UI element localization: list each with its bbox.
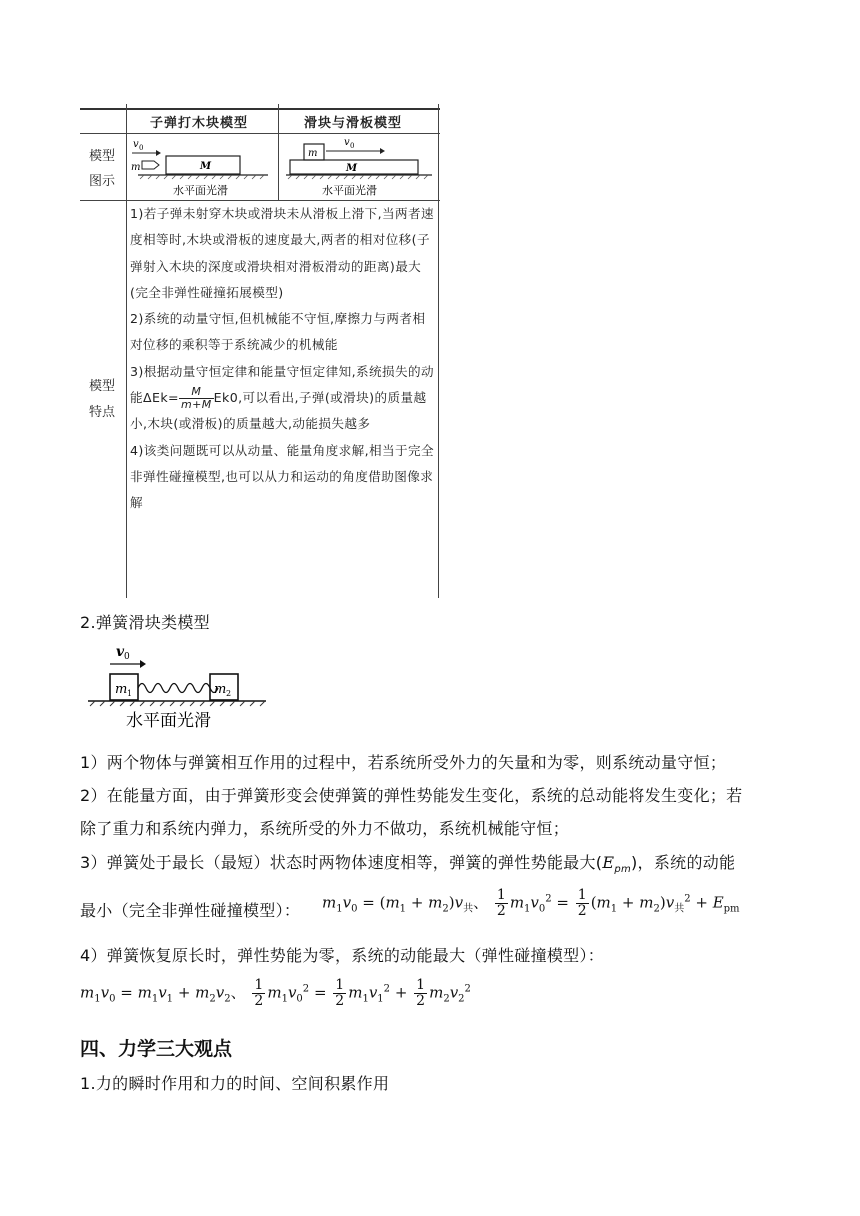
- slider-board-diagram: [280, 134, 438, 200]
- section-heading-4: 四、力学三大观点: [80, 1038, 233, 1060]
- formula-elastic: $m_1v_0 = m_1v_1 + m_2v_2$、 $\frac{1}{2}$ $m_1v_0^2$ = $\frac{1}{2}$ $m_1v_1^2$ + $\frac{1}{2}$ $m_2v_2^2$: [80, 977, 471, 1009]
- row1-label-b: 图示: [88, 174, 115, 189]
- feature-4: 4)该类问题既可以从动量、能量角度求解,相当于完全非弹性碰撞模型,也可以从力和运动的角度借助图像求解: [130, 442, 434, 511]
- point-3a-subscript: pm: [614, 864, 632, 876]
- feature-3: [130, 359, 436, 438]
- svg-text:v: v: [116, 644, 125, 660]
- point-2b: 除了重力和系统内弹力，系统所受的外力不做功，系统机械能守恒；: [80, 819, 570, 838]
- svg-text:0: 0: [124, 652, 130, 662]
- feature-3-text: 3)根据动量守恒定律和能量守恒定律知,系统损失的动能ΔEk=: [130, 363, 434, 406]
- point-4: 4）弹簧恢复原长时，弹性势能为零，系统的动能最大（弹性碰撞模型）：: [80, 946, 605, 965]
- feature-3-tail: Ek0,可以看出,子弹(或滑块)的质量越小,木块(或滑板)的质量越大,动能损失越多: [130, 390, 427, 432]
- surface-label-1: 水平面光滑: [173, 184, 228, 197]
- surface-label-2: 水平面光滑: [322, 184, 377, 197]
- bullet-block-diagram: [128, 134, 278, 200]
- svg-text:m: m: [115, 682, 128, 697]
- svg-text:v: v: [344, 137, 350, 148]
- spring-block-diagram: [82, 640, 282, 736]
- svg-text:v: v: [133, 139, 139, 150]
- formula-inelastic: $m_1v_0 = (m_1 + m_2)v_共$、 $\frac{1}{2}$ $m_1v_0^2$ = $\frac{1}{2}$ $(m_1 + m_2)v_共^2 + E_{pm}$: [322, 887, 740, 919]
- energy-loss-fraction: $\frac{M}{m+M}$: [181, 385, 212, 412]
- point-2a: 2）在能量方面，由于弹簧形变会使弹簧的弹性势能发生变化，系统的总动能将发生变化；若: [80, 786, 743, 805]
- col2-header: 滑块与滑板模型: [304, 116, 403, 131]
- svg-text:M: M: [346, 163, 358, 174]
- svg-text:0: 0: [139, 144, 144, 152]
- point-3b: 最小（完全非弹性碰撞模型）：: [80, 901, 301, 920]
- point-3a-end: )，系统的动能: [631, 853, 736, 872]
- svg-text:m: m: [308, 148, 318, 159]
- svg-text:1: 1: [127, 689, 133, 698]
- svg-text:0: 0: [350, 142, 355, 150]
- model-features: [130, 201, 436, 517]
- row2-label-a: 模型: [88, 379, 115, 394]
- svg-text:2: 2: [226, 689, 232, 698]
- svg-text:m: m: [214, 682, 227, 697]
- section-1-title: 1.力的瞬时作用和力的时间、空间积累作用: [80, 1074, 390, 1093]
- col1-header: 子弹打木块模型: [150, 116, 249, 131]
- row2-label-b: 特点: [88, 405, 115, 420]
- svg-text:M: M: [200, 161, 212, 172]
- feature-2: 2)系统的动量守恒,但机械能不守恒,摩擦力与两者相对位移的乘积等于系统减少的机械能: [130, 311, 426, 353]
- point-3a-symbol: E: [602, 853, 615, 872]
- svg-text:m: m: [131, 162, 141, 173]
- point-3a: [80, 850, 735, 875]
- spring-surface-label: 水平面光滑: [126, 711, 211, 731]
- point-3a-text: 3）弹簧处于最长（最短）状态时两物体速度相等，弹簧的弹性势能最大(: [80, 853, 603, 872]
- feature-1: 1)若子弹未射穿木块或滑块未从滑板上滑下,当两者速度相等时,木块或滑板的速度最大,两者的相对位移(子弹射入木块的深度或滑块相对滑板滑动的距离)最大(完全非弹性碰撞拓展模型): [130, 206, 434, 300]
- row1-label-a: 模型: [88, 149, 115, 164]
- section-spring-title: 2.弹簧滑块类模型: [80, 613, 210, 632]
- point-1: 1）两个物体与弹簧相互作用的过程中，若系统所受外力的矢量和为零，则系统动量守恒；: [80, 753, 727, 772]
- model-comparison-table: [80, 104, 440, 598]
